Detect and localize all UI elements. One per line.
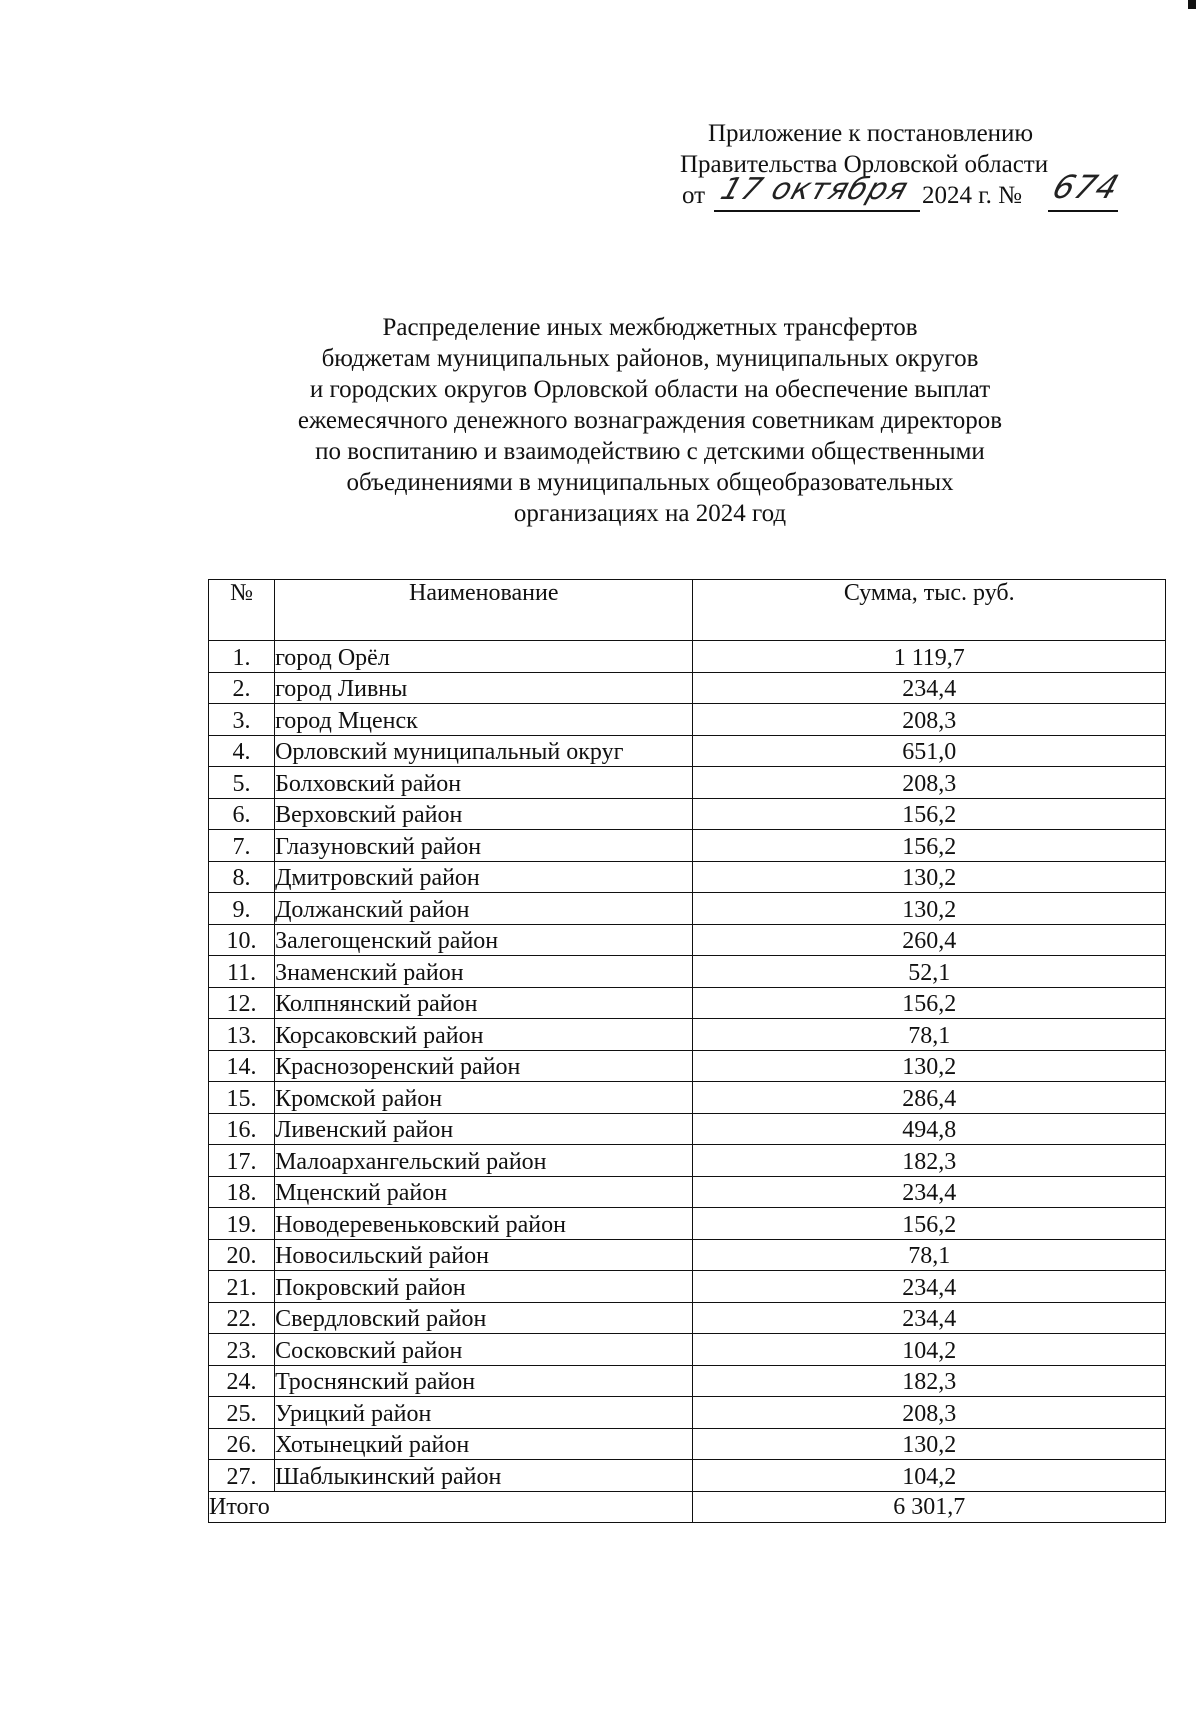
table-row bbox=[209, 987, 1166, 1019]
row-sum: 156,2 bbox=[693, 1208, 1166, 1240]
table-row bbox=[209, 956, 1166, 988]
title-line: по воспитанию и взаимодействию с детскими общественными bbox=[315, 438, 985, 465]
row-sum: 286,4 bbox=[693, 1082, 1166, 1114]
row-name: город Мценск bbox=[275, 704, 693, 736]
table-row bbox=[209, 798, 1166, 830]
row-number: 11. bbox=[209, 956, 275, 988]
row-number: 4. bbox=[209, 735, 275, 767]
title-line: организациях на 2024 год bbox=[513, 500, 787, 527]
row-sum: 78,1 bbox=[693, 1019, 1166, 1051]
row-number: 3. bbox=[209, 704, 275, 736]
row-sum: 1 119,7 bbox=[693, 641, 1166, 673]
row-sum: 208,3 bbox=[693, 704, 1166, 736]
row-name: Урицкий район bbox=[275, 1397, 693, 1429]
title-line: ежемесячного денежного вознаграждения советникам директоров bbox=[297, 407, 1003, 434]
row-sum: 130,2 bbox=[693, 861, 1166, 893]
table-row bbox=[209, 1113, 1166, 1145]
row-name: Корсаковский район bbox=[275, 1019, 693, 1051]
row-number: 16. bbox=[209, 1113, 275, 1145]
row-number: 27. bbox=[209, 1460, 275, 1492]
row-sum: 130,2 bbox=[693, 1428, 1166, 1460]
row-number: 18. bbox=[209, 1176, 275, 1208]
row-sum: 104,2 bbox=[693, 1334, 1166, 1366]
table-row bbox=[209, 830, 1166, 862]
row-name: Колпнянский район bbox=[275, 987, 693, 1019]
table-row bbox=[209, 861, 1166, 893]
row-sum: 651,0 bbox=[693, 735, 1166, 767]
row-number: 14. bbox=[209, 1050, 275, 1082]
row-sum: 234,4 bbox=[693, 1302, 1166, 1334]
row-sum: 234,4 bbox=[693, 1271, 1166, 1303]
row-number: 5. bbox=[209, 767, 275, 799]
row-number: 7. bbox=[209, 830, 275, 862]
row-sum: 182,3 bbox=[693, 1365, 1166, 1397]
row-number: 26. bbox=[209, 1428, 275, 1460]
row-name: Новодеревеньковский район bbox=[275, 1208, 693, 1240]
header-number: № bbox=[209, 580, 275, 641]
row-name: Должанский район bbox=[275, 893, 693, 925]
row-number: 15. bbox=[209, 1082, 275, 1114]
row-name: Малоархангельский район bbox=[275, 1145, 693, 1177]
row-sum: 130,2 bbox=[693, 893, 1166, 925]
table-row bbox=[209, 1239, 1166, 1271]
row-sum: 156,2 bbox=[693, 987, 1166, 1019]
table-header-row bbox=[209, 580, 1166, 641]
row-name: Троснянский район bbox=[275, 1365, 693, 1397]
row-number: 2. bbox=[209, 672, 275, 704]
row-sum: 130,2 bbox=[693, 1050, 1166, 1082]
table-row bbox=[209, 1019, 1166, 1051]
table-row bbox=[209, 1302, 1166, 1334]
row-number: 9. bbox=[209, 893, 275, 925]
table-row bbox=[209, 1145, 1166, 1177]
total-row bbox=[209, 1491, 1166, 1522]
handwritten-number: 674 bbox=[1047, 168, 1125, 206]
appendix-line-1: Приложение к постановлению bbox=[708, 120, 1034, 147]
row-sum: 260,4 bbox=[693, 924, 1166, 956]
table-row bbox=[209, 1334, 1166, 1366]
title-line: и городских округов Орловской области на обеспечение выплат bbox=[309, 376, 991, 403]
table-row bbox=[209, 767, 1166, 799]
appendix-line-2: Правительства Орловской области bbox=[680, 151, 1049, 178]
table-row bbox=[209, 1365, 1166, 1397]
table-row bbox=[209, 704, 1166, 736]
row-number: 22. bbox=[209, 1302, 275, 1334]
row-number: 8. bbox=[209, 861, 275, 893]
row-name: Свердловский район bbox=[275, 1302, 693, 1334]
table-row bbox=[209, 1050, 1166, 1082]
title-line: объединениями в муниципальных общеобразовательных bbox=[346, 469, 954, 496]
row-number: 21. bbox=[209, 1271, 275, 1303]
row-name: Орловский муниципальный округ bbox=[275, 735, 693, 767]
row-name: Верховский район bbox=[275, 798, 693, 830]
row-name: Кромской район bbox=[275, 1082, 693, 1114]
row-sum: 156,2 bbox=[693, 798, 1166, 830]
year-number-text: 2024 г. № bbox=[922, 182, 1023, 209]
row-sum: 234,4 bbox=[693, 1176, 1166, 1208]
table-row bbox=[209, 1271, 1166, 1303]
row-sum: 78,1 bbox=[693, 1239, 1166, 1271]
row-sum: 494,8 bbox=[693, 1113, 1166, 1145]
row-sum: 182,3 bbox=[693, 1145, 1166, 1177]
row-name: Знаменский район bbox=[275, 956, 693, 988]
row-number: 17. bbox=[209, 1145, 275, 1177]
appendix-line-3 bbox=[640, 168, 1125, 216]
table-row bbox=[209, 893, 1166, 925]
row-name: Залегощенский район bbox=[275, 924, 693, 956]
row-name: Дмитровский район bbox=[275, 861, 693, 893]
total-label: Итого bbox=[209, 1491, 693, 1522]
appendix-header bbox=[640, 118, 1125, 216]
row-name: город Ливны bbox=[275, 672, 693, 704]
row-name: Ливенский район bbox=[275, 1113, 693, 1145]
row-number: 6. bbox=[209, 798, 275, 830]
table-body bbox=[209, 641, 1166, 1492]
table-row bbox=[209, 924, 1166, 956]
row-sum: 104,2 bbox=[693, 1460, 1166, 1492]
table-row bbox=[209, 1397, 1166, 1429]
row-number: 25. bbox=[209, 1397, 275, 1429]
row-name: Сосковский район bbox=[275, 1334, 693, 1366]
table-row bbox=[209, 672, 1166, 704]
row-number: 1. bbox=[209, 641, 275, 673]
row-sum: 156,2 bbox=[693, 830, 1166, 862]
row-name: Краснозоренский район bbox=[275, 1050, 693, 1082]
row-number: 19. bbox=[209, 1208, 275, 1240]
header-sum: Сумма, тыс. руб. bbox=[693, 580, 1166, 641]
row-name: Болховский район bbox=[275, 767, 693, 799]
row-name: Шаблыкинский район bbox=[275, 1460, 693, 1492]
row-name: Новосильский район bbox=[275, 1239, 693, 1271]
row-name: город Орёл bbox=[275, 641, 693, 673]
row-name: Хотынецкий район bbox=[275, 1428, 693, 1460]
document-title bbox=[200, 312, 1100, 529]
header-name: Наименование bbox=[275, 580, 693, 641]
from-prefix: от bbox=[682, 182, 706, 209]
table-row bbox=[209, 1208, 1166, 1240]
table-row bbox=[209, 641, 1166, 673]
row-name: Покровский район bbox=[275, 1271, 693, 1303]
row-sum: 234,4 bbox=[693, 672, 1166, 704]
table-row bbox=[209, 735, 1166, 767]
table-row bbox=[209, 1428, 1166, 1460]
table-row bbox=[209, 1082, 1166, 1114]
total-sum: 6 301,7 bbox=[693, 1491, 1166, 1522]
date-underline bbox=[714, 210, 920, 212]
handwritten-date: 17 октября bbox=[716, 172, 913, 207]
table-row bbox=[209, 1176, 1166, 1208]
row-name: Глазуновский район bbox=[275, 830, 693, 862]
row-number: 10. bbox=[209, 924, 275, 956]
title-line: бюджетам муниципальных районов, муниципальных округов bbox=[321, 345, 979, 372]
row-number: 23. bbox=[209, 1334, 275, 1366]
row-sum: 208,3 bbox=[693, 767, 1166, 799]
scan-artifact-mark bbox=[1188, 0, 1196, 9]
row-number: 12. bbox=[209, 987, 275, 1019]
number-underline bbox=[1048, 210, 1118, 212]
table-row bbox=[209, 1460, 1166, 1492]
row-number: 13. bbox=[209, 1019, 275, 1051]
row-number: 24. bbox=[209, 1365, 275, 1397]
row-sum: 52,1 bbox=[693, 956, 1166, 988]
row-sum: 208,3 bbox=[693, 1397, 1166, 1429]
row-name: Мценский район bbox=[275, 1176, 693, 1208]
title-line: Распределение иных межбюджетных трансфертов bbox=[382, 314, 918, 341]
row-number: 20. bbox=[209, 1239, 275, 1271]
distribution-table bbox=[208, 579, 1166, 1523]
